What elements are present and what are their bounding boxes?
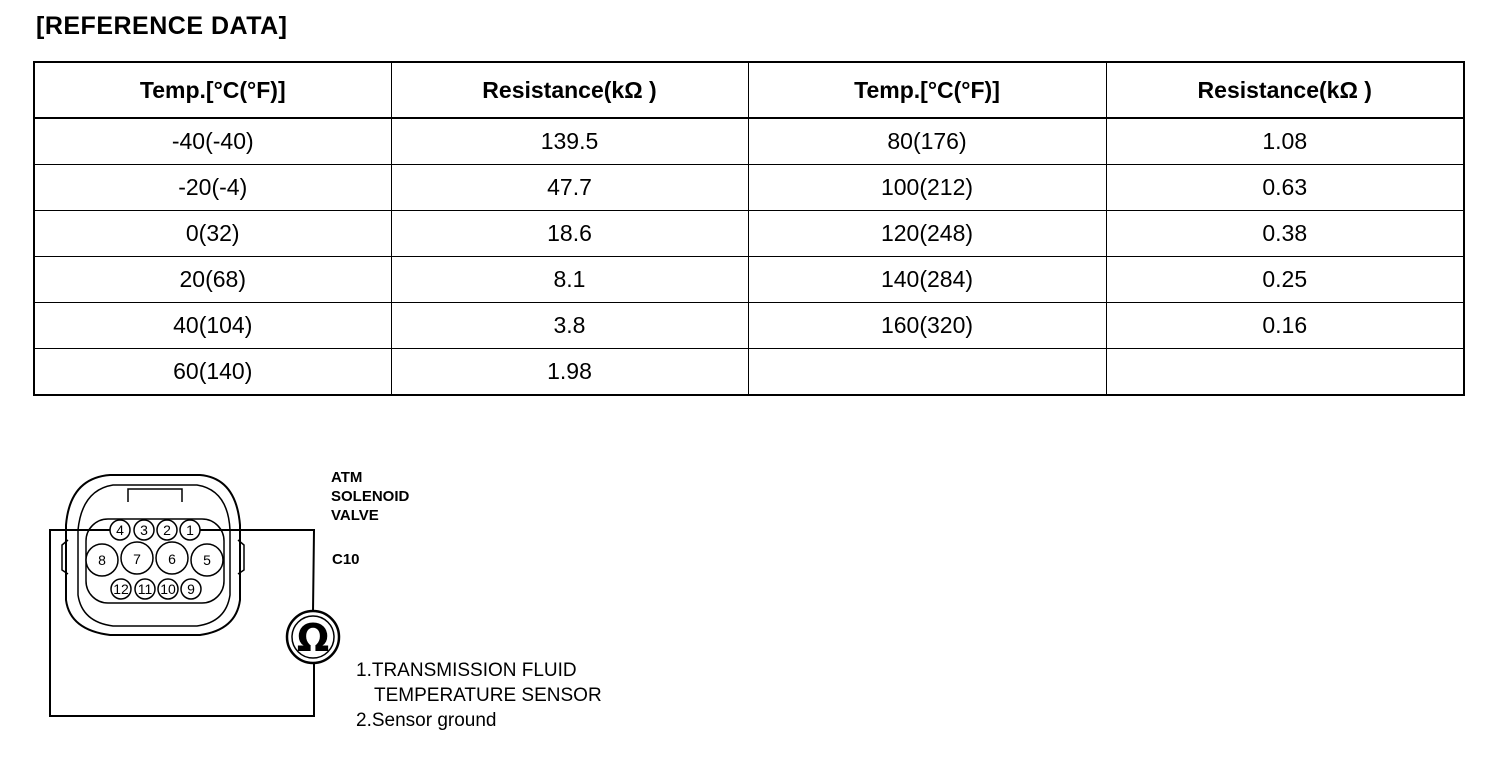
connector-name-label — [331, 468, 409, 525]
table-cell: 139.5 — [391, 118, 748, 165]
col-header-resistance-2: Resistance(kΩ ) — [1106, 62, 1464, 118]
table-cell: -40(-40) — [34, 118, 391, 165]
col-header-temp-2: Temp.[°C(°F)] — [748, 62, 1106, 118]
table-cell: 1.08 — [1106, 118, 1464, 165]
pin-label: 7 — [133, 551, 141, 567]
table-cell — [1106, 349, 1464, 396]
table-cell: 100(212) — [748, 165, 1106, 211]
table-cell: 40(104) — [34, 303, 391, 349]
table-row — [34, 165, 1464, 211]
pin-label: 9 — [187, 581, 195, 597]
terminal-notes — [356, 658, 602, 733]
pin-label: 4 — [116, 522, 124, 538]
note-line-2: 2.Sensor ground — [356, 710, 497, 731]
connector-name-line: ATM — [331, 469, 363, 486]
pin-label: 5 — [203, 552, 211, 568]
table-row — [34, 303, 1464, 349]
connector-name-line: VALVE — [331, 507, 379, 524]
table-cell: 160(320) — [748, 303, 1106, 349]
table-cell: 0.16 — [1106, 303, 1464, 349]
table-cell: 1.98 — [391, 349, 748, 396]
pin-label: 11 — [137, 581, 153, 597]
pin-row-top — [110, 520, 200, 540]
col-header-resistance-1: Resistance(kΩ ) — [391, 62, 748, 118]
table-cell: 8.1 — [391, 257, 748, 303]
table-row — [34, 118, 1464, 165]
pin-label: 12 — [113, 581, 129, 597]
pin-label: 8 — [98, 552, 106, 568]
connector-id-label: C10 — [332, 551, 360, 568]
col-header-temp-1: Temp.[°C(°F)] — [34, 62, 391, 118]
pin-row-bottom — [111, 579, 201, 599]
table-header-row — [34, 62, 1464, 118]
table-cell: -20(-4) — [34, 165, 391, 211]
table-cell: 120(248) — [748, 211, 1106, 257]
pin-label: 3 — [140, 522, 148, 538]
table-cell: 47.7 — [391, 165, 748, 211]
reference-data-heading: [REFERENCE DATA] — [36, 12, 288, 40]
pin-label: 10 — [160, 581, 176, 597]
table-row — [34, 257, 1464, 303]
table-cell: 140(284) — [748, 257, 1106, 303]
table-row — [34, 349, 1464, 396]
table-cell: 3.8 — [391, 303, 748, 349]
pin-label: 1 — [186, 522, 194, 538]
pin-label: 2 — [163, 522, 171, 538]
note-line-1: 1.TRANSMISSION FLUID — [356, 660, 577, 681]
table-cell: 80(176) — [748, 118, 1106, 165]
table-cell: 60(140) — [34, 349, 391, 396]
connector-lock-tab — [128, 489, 182, 502]
table-cell: 0(32) — [34, 211, 391, 257]
pin-label: 6 — [168, 551, 176, 567]
table-cell: 0.25 — [1106, 257, 1464, 303]
table-cell: 0.63 — [1106, 165, 1464, 211]
table-cell: 18.6 — [391, 211, 748, 257]
table-row — [34, 211, 1464, 257]
table-cell: 20(68) — [34, 257, 391, 303]
table-cell: 0.38 — [1106, 211, 1464, 257]
connector-name-line: SOLENOID — [331, 488, 410, 505]
ohmmeter-icon — [287, 611, 339, 663]
note-line-1-continued: TEMPERATURE SENSOR — [374, 685, 602, 706]
pin-row-middle — [86, 542, 223, 576]
reference-data-table — [33, 61, 1465, 396]
table-cell — [748, 349, 1106, 396]
ohm-symbol: Ω — [296, 616, 330, 660]
